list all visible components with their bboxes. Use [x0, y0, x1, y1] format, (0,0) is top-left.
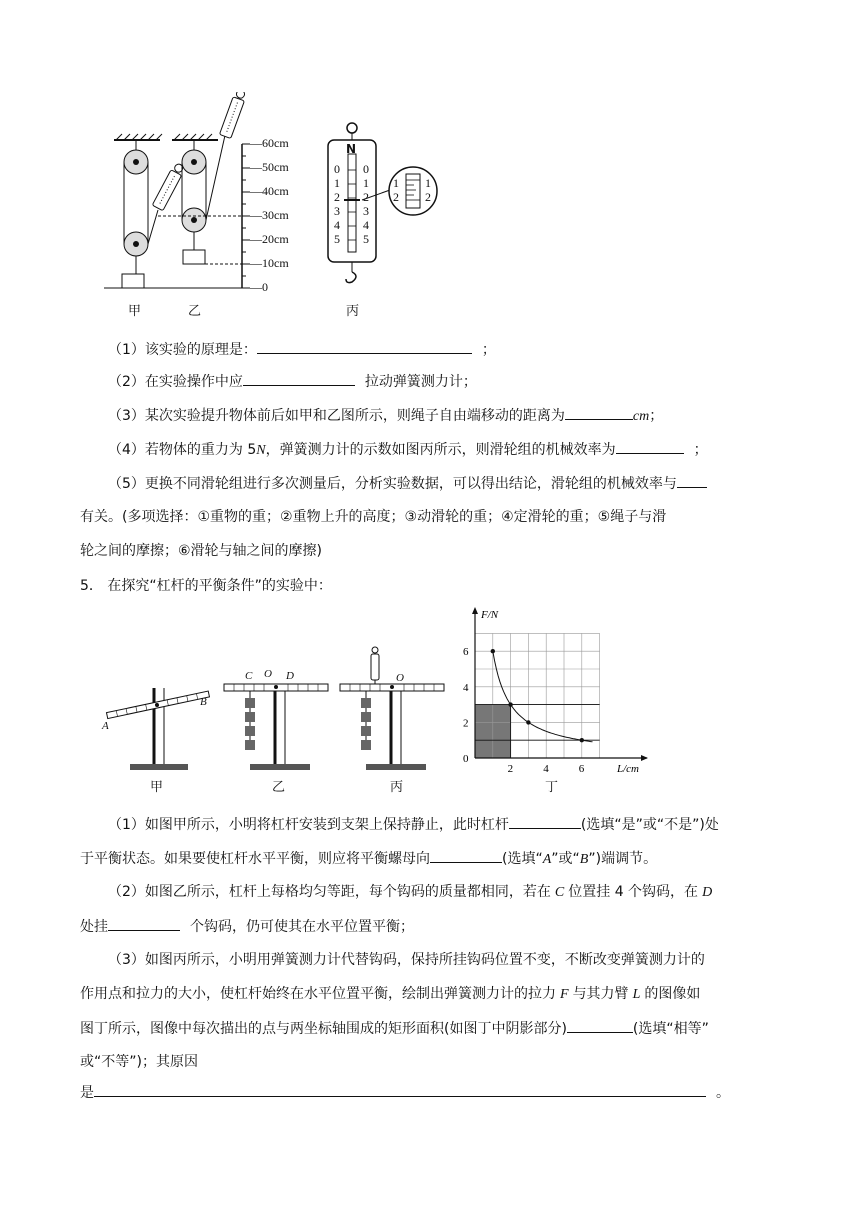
- q5-option-or: ”或“: [551, 851, 580, 867]
- x-axis-arrow: [641, 755, 648, 761]
- q4-part5-line1: [108, 473, 707, 494]
- y-tick-label: 0: [463, 753, 469, 765]
- x-tick-label: 4: [543, 763, 549, 775]
- q4-part3: [108, 405, 663, 427]
- chart-svg: [455, 604, 655, 794]
- x-tick-label: 6: [578, 763, 585, 775]
- answer-blank-principle[interactable]: [257, 339, 472, 354]
- q4-part1-text: （1）该实验的原理是：: [108, 342, 257, 358]
- data-point: [580, 738, 584, 742]
- ruler-label: —60cm: [250, 136, 289, 150]
- label-d: D: [286, 670, 294, 682]
- q4-part5-line3: 轮之间的摩擦；⑥滑轮与轴之间的摩擦): [80, 543, 323, 559]
- scale-number: 3: [334, 204, 340, 218]
- q5-part3-end: 的图像如: [644, 986, 701, 1002]
- scale-number: 5: [334, 232, 340, 246]
- q5-part2-text2: 处挂: [80, 919, 108, 935]
- scale-number: 4: [363, 218, 369, 232]
- q5-part3-line4: 或“不等”)；其原因: [80, 1054, 198, 1070]
- option-b: B: [579, 852, 589, 867]
- zoom-number: 2: [425, 190, 431, 204]
- q5-part3-line1: （3）如图丙所示，小明用弹簧测力计代替钩码，保持所挂钩码位置不变，不断改变弹簧测力计的: [108, 952, 705, 968]
- q5-part3-text3: 图丁所示，图像中每次描出的点与两坐标轴围成的矩形面积(如图丁中阴影部分): [80, 1021, 567, 1037]
- q5-part1-line2: [80, 848, 657, 870]
- q5-part2-mid: 位置挂 4 个钩码，在: [568, 884, 699, 900]
- y-axis-label: F/N: [481, 609, 499, 621]
- y-tick-label: 4: [463, 681, 469, 694]
- q4-part2: [108, 371, 477, 392]
- scale-unit: N: [346, 142, 357, 156]
- x-tick-label: 2: [507, 763, 514, 775]
- answer-blank-reason[interactable]: [94, 1082, 706, 1097]
- q4-part4-text: （4）若物体的重力为 5: [108, 442, 257, 458]
- q5-part3-text2: 作用点和拉力的大小，使杠杆始终在水平位置平衡，绘制出弹簧测力计的拉力: [80, 986, 556, 1002]
- data-point: [508, 702, 512, 706]
- scale-number: 3: [363, 204, 369, 218]
- q4-part4-suffix: ；: [693, 442, 708, 458]
- label-o-yi: O: [264, 668, 272, 680]
- answer-blank-direction[interactable]: [430, 848, 502, 863]
- answer-blank-operation[interactable]: [243, 371, 355, 386]
- x-axis-label: L/cm: [617, 763, 639, 775]
- caption-bing: 丙: [346, 304, 360, 319]
- scale-number: 0: [334, 162, 340, 176]
- q4-part3-text: （3）某次实验提升物体前后如甲和乙图所示，则绳子自由端移动的距离为: [108, 408, 565, 424]
- answer-blank-hooks[interactable]: [108, 916, 180, 931]
- ruler-label: —40cm: [250, 184, 289, 198]
- q5-part3-line2: [80, 984, 700, 1005]
- q5-part2-suffix: 个钩码，仍可使其在水平位置平衡；: [190, 919, 414, 935]
- q4-part4-mid: ，弹簧测力计的示数如图丙所示，则滑轮组的机械效率为: [265, 442, 616, 458]
- q5-part3-line5: [80, 1082, 730, 1103]
- q5-option-close: ”)端调节。: [588, 851, 658, 867]
- answer-blank-efficiency[interactable]: [616, 439, 684, 454]
- pulley-figure: [100, 92, 460, 324]
- answer-blank-balance[interactable]: [509, 814, 581, 829]
- caption-lever-bing: 丙: [390, 780, 404, 795]
- unit-cm: cm: [632, 409, 650, 424]
- point-d: D: [702, 885, 713, 900]
- caption-ding: 丁: [545, 780, 559, 795]
- point-c: C: [554, 885, 565, 900]
- q4-part1: [108, 339, 496, 360]
- answer-blank-area[interactable]: [567, 1018, 633, 1033]
- q5-part2-line1: [108, 882, 712, 903]
- y-axis-arrow: [472, 607, 478, 614]
- q5-part3-line3: [80, 1018, 709, 1039]
- q4-part4: [108, 439, 708, 461]
- ruler-label: —10cm: [250, 256, 289, 270]
- scale-number: 2: [363, 190, 369, 204]
- q5-part1-line1: [108, 814, 719, 835]
- zoom-number: 1: [425, 176, 431, 190]
- ruler-label: —30cm: [250, 208, 289, 222]
- q5-part2-text: （2）如图乙所示，杠杆上每格均匀等距，每个钩码的质量都相同，若在: [108, 884, 551, 900]
- caption-lever-jia: 甲: [150, 780, 164, 795]
- caption-yi: 乙: [188, 304, 202, 319]
- unit-n: N: [256, 443, 266, 458]
- q5-part2-line2: [80, 916, 414, 937]
- q5-part1-text: （1）如图甲所示，小明将杠杆安装到支架上保持静止，此时杠杆: [108, 817, 509, 833]
- scale-number: 4: [334, 218, 340, 232]
- label-b: B: [200, 696, 207, 708]
- q5-option-open: (选填“: [502, 851, 543, 867]
- lever-figure: [100, 640, 460, 800]
- q5-part1-option: (选填“是”或“不是”)处: [580, 817, 719, 833]
- label-a: A: [102, 720, 109, 732]
- q4-part5-line2: 有关。(多项选择：①重物的重；②重物上升的高度；③动滑轮的重；④定滑轮的重；⑤绳子与滑: [80, 509, 667, 525]
- label-o-bing: O: [396, 672, 404, 684]
- y-tick-label: 2: [463, 717, 469, 730]
- ruler-label: —50cm: [250, 160, 289, 174]
- q4-part3-suffix: ；: [649, 408, 664, 424]
- data-point: [526, 720, 530, 724]
- q5-part3-mid: 与其力臂: [572, 986, 629, 1002]
- ruler-label: —20cm: [250, 232, 289, 246]
- option-a: A: [542, 852, 552, 867]
- data-point: [491, 649, 495, 653]
- q4-part2-suffix: 拉动弹簧测力计；: [364, 374, 477, 390]
- answer-blank-distance[interactable]: [565, 405, 633, 420]
- y-tick-label: 6: [463, 646, 469, 659]
- q5-part3-option: (选填“相等”: [632, 1021, 709, 1037]
- q4-part5-text: （5）更换不同滑轮组进行多次测量后，分析实验数据，可以得出结论，滑轮组的机械效率与: [108, 476, 677, 492]
- ruler-label: —0: [250, 280, 268, 294]
- scale-number: 0: [363, 162, 369, 176]
- q4-part2-text: （2）在实验操作中应: [108, 374, 243, 390]
- scale-number: 2: [334, 190, 340, 204]
- label-c: C: [245, 670, 253, 682]
- zoom-number: 2: [393, 190, 399, 204]
- answer-blank-factors[interactable]: [677, 473, 707, 488]
- q5-part3-text5: 是: [80, 1085, 94, 1101]
- q5-part1-text2: 于平衡状态。如果要使杠杆水平平衡，则应将平衡螺母向: [80, 851, 430, 867]
- symbol-f: F: [560, 987, 569, 1002]
- scale-number: 1: [363, 176, 369, 190]
- q5-part3-period: 。: [716, 1085, 730, 1101]
- force-arm-chart: [455, 604, 655, 794]
- q5-heading: 5． 在探究“杠杆的平衡条件”的实验中：: [80, 578, 332, 594]
- caption-jia: 甲: [128, 304, 142, 319]
- q4-part1-suffix: ；: [481, 342, 496, 358]
- caption-lever-yi: 乙: [272, 780, 286, 795]
- zoom-number: 1: [393, 176, 399, 190]
- scale-number: 1: [334, 176, 340, 190]
- scale-number: 5: [363, 232, 369, 246]
- symbol-l: L: [632, 987, 641, 1002]
